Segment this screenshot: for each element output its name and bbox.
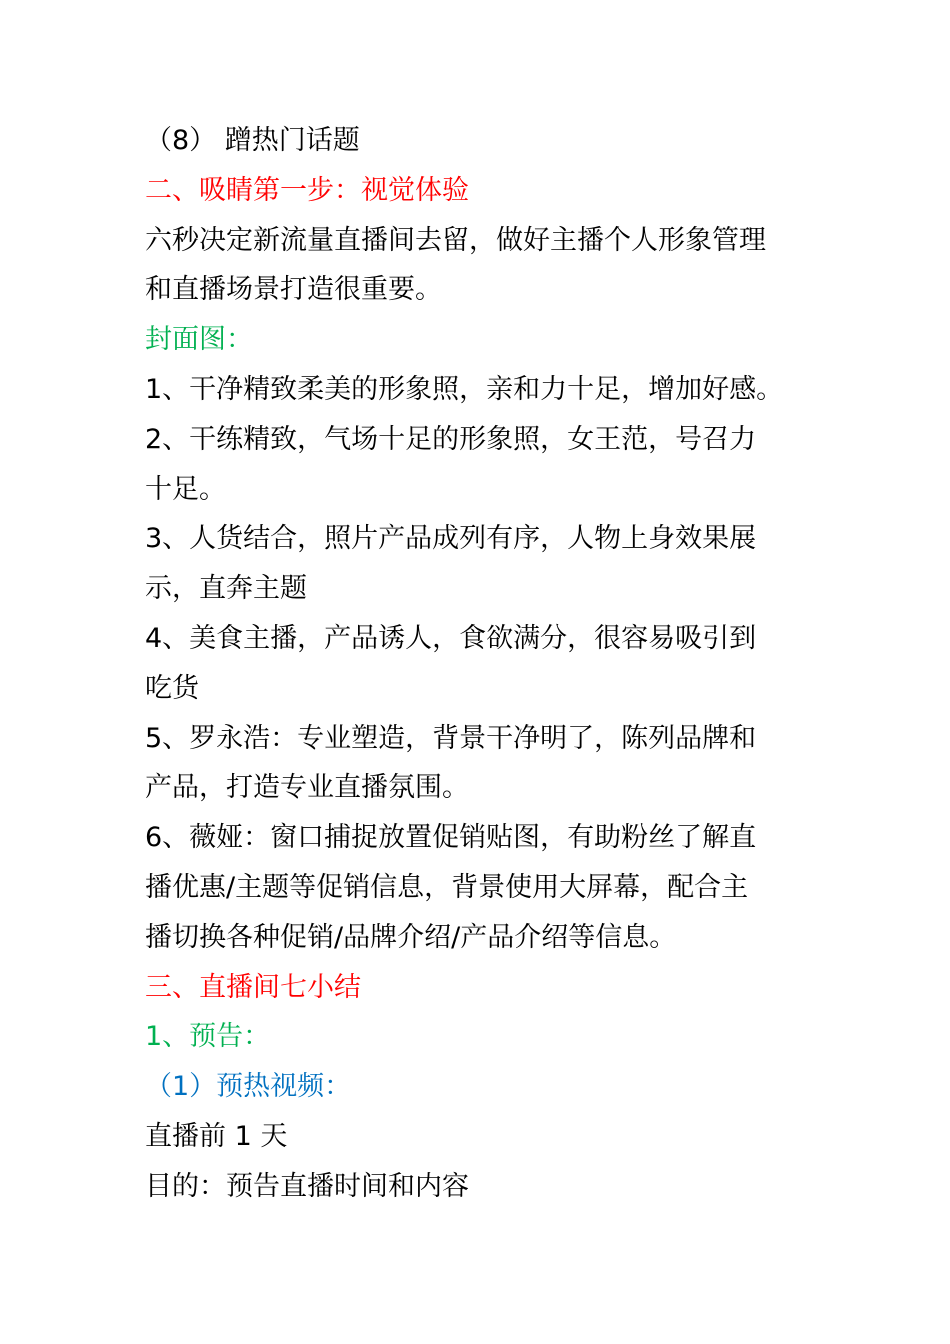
item-8-hot-topics: （8） 蹭热门话题 (145, 125, 360, 156)
subsection-1-heading: 1、预告： (145, 1021, 271, 1053)
list-item-6-cont: 播优惠/主题等促销信息，背景使用大屏幕，配合主 (145, 871, 749, 903)
section-2-heading: 二、吸睛第一步：视觉体验 (145, 174, 469, 206)
list-item-2-cont: 十足。 (145, 473, 226, 505)
subsection-1-1-heading: （1）预热视频： (145, 1071, 352, 1103)
section-3-heading: 三、直播间七小结 (145, 971, 361, 1003)
list-item-3: 3、人货结合，照片产品成列有序，人物上身效果展 (145, 523, 757, 555)
list-item-3-cont: 示，直奔主题 (145, 573, 307, 605)
list-item-5: 5、罗永浩：专业塑造，背景干净明了，陈列品牌和 (145, 722, 757, 754)
paragraph-line: 直播前 1 天 (145, 1120, 288, 1152)
paragraph-line: 六秒决定新流量直播间去留，做好主播个人形象管理 (145, 224, 766, 256)
list-item-1: 1、干净精致柔美的形象照，亲和力十足，增加好感。 (145, 373, 784, 405)
list-item-5-cont: 产品，打造专业直播氛围。 (145, 772, 469, 804)
document-page (145, 116, 825, 1212)
list-item-4-cont: 吃货 (145, 672, 199, 704)
paragraph-line: 和直播场景打造很重要。 (145, 274, 442, 306)
list-item-4: 4、美食主播，产品诱人，食欲满分，很容易吸引到 (145, 622, 757, 654)
list-item-2: 2、干练精致，气场十足的形象照，女王范，号召力 (145, 423, 757, 455)
list-item-6-cont: 播切换各种促销/品牌介绍/产品介绍等信息。 (145, 921, 677, 953)
paragraph-line: 目的：预告直播时间和内容 (145, 1170, 469, 1202)
cover-image-heading: 封面图： (145, 324, 253, 356)
list-item-6: 6、薇娅：窗口捕捉放置促销贴图，有助粉丝了解直 (145, 822, 757, 854)
